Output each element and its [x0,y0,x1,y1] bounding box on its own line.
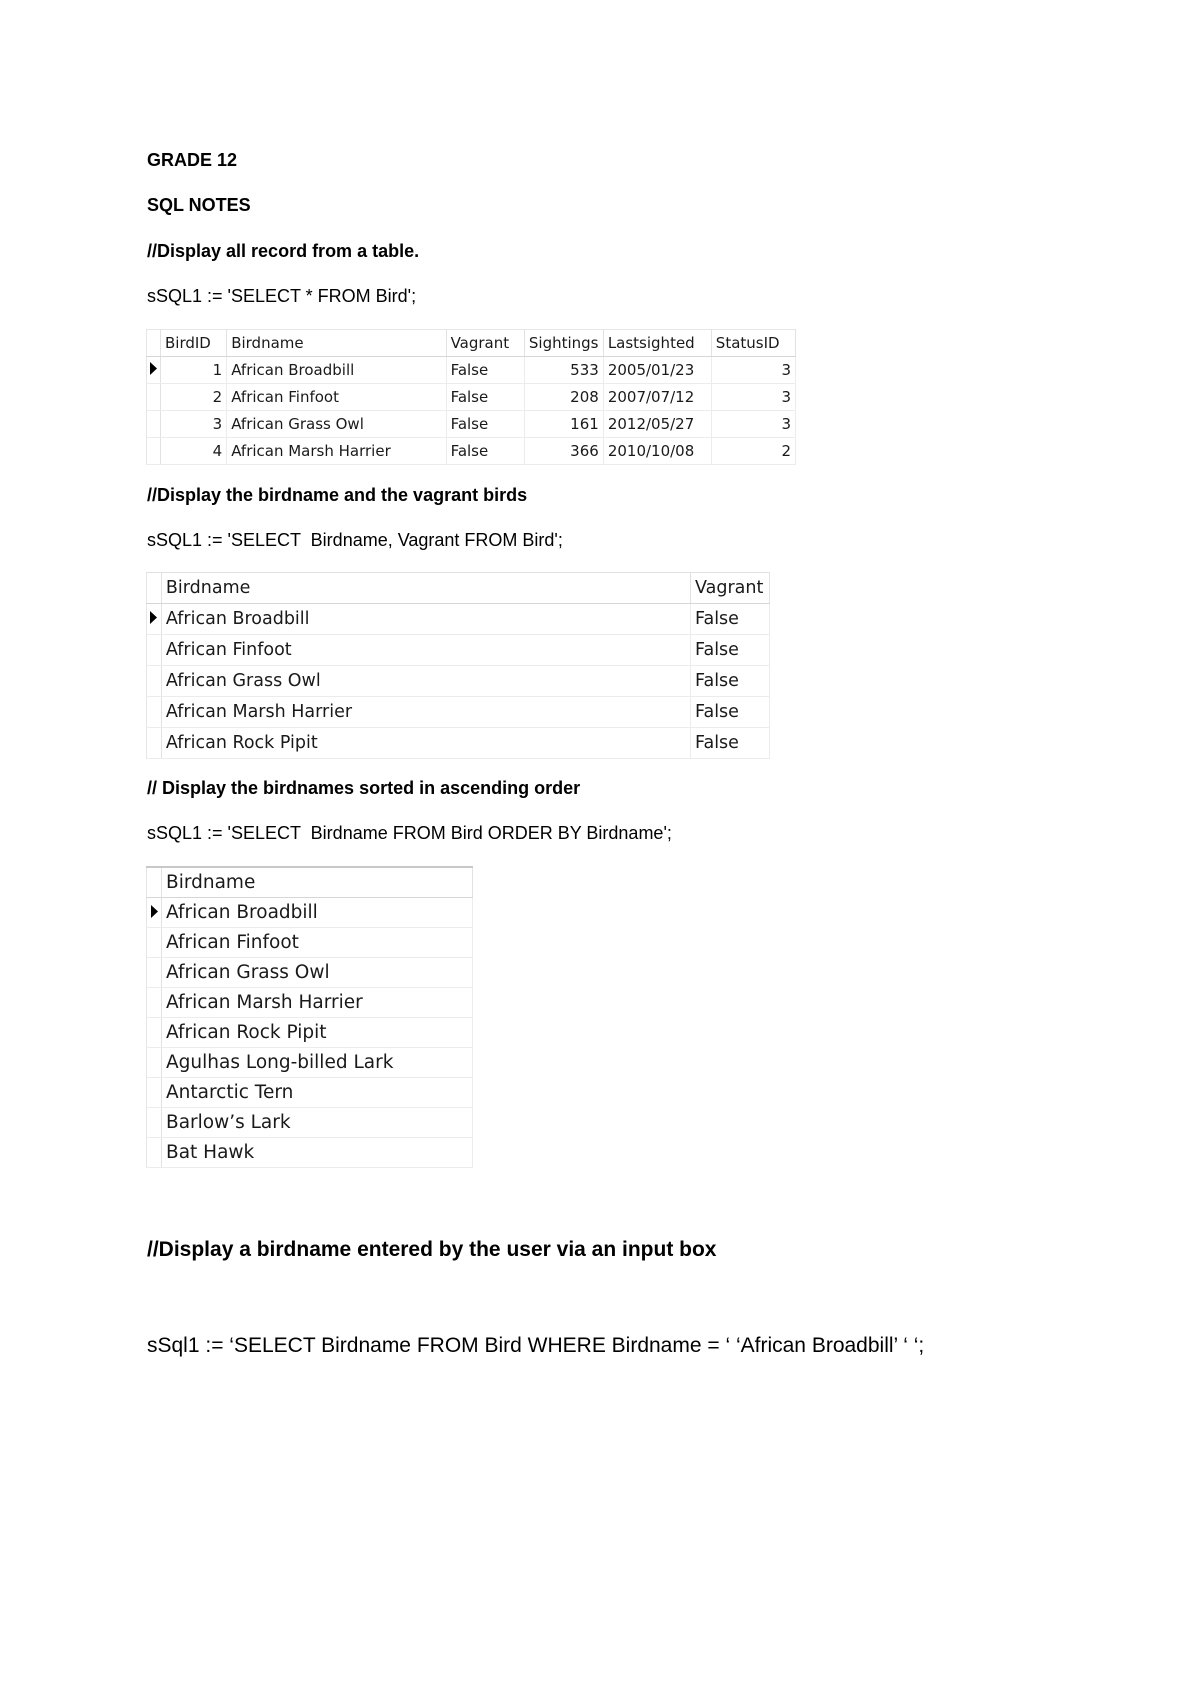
cell-birdname: African Grass Owl [161,666,690,697]
cell-birdname: African Finfoot [162,928,473,958]
table-row[interactable] [147,1078,473,1108]
cell-vagrant: False [691,697,770,728]
row-indicator-cell [147,1078,162,1108]
cell-birdname: Antarctic Tern [162,1078,473,1108]
cell-lastsighted: 2007/07/12 [603,384,711,411]
cell-birdname: African Marsh Harrier [162,988,473,1018]
section4-comment: //Display a birdname entered by the user via an input box [147,1238,717,1261]
row-pointer-icon [147,898,162,928]
cell-birdname: African Grass Owl [227,411,446,438]
cell-birdname: Barlow’s Lark [162,1108,473,1138]
section2-comment: //Display the birdname and the vagrant birds [147,485,528,505]
section1-comment: //Display all record from a table. [147,241,420,261]
cell-birdname: African Broadbill [161,604,690,635]
section1-code: sSQL1 := 'SELECT * FROM Bird'; [147,286,417,306]
cell-birdname: African Grass Owl [162,958,473,988]
row-indicator-cell [147,728,162,759]
cell-birdid: 1 [161,357,227,384]
cell-sightings: 161 [524,411,603,438]
table-row[interactable] [147,898,473,928]
row-indicator-cell [147,666,162,697]
cell-vagrant: False [691,635,770,666]
section2-code: sSQL1 := 'SELECT Birdname, Vagrant FROM Bird'; [147,530,563,550]
table-row[interactable] [147,1018,473,1048]
cell-birdid: 3 [161,411,227,438]
grade-heading: GRADE 12 [147,150,238,170]
column-header-birdid[interactable]: BirdID [161,330,227,357]
section4-code: sSql1 := ‘SELECT Birdname FROM Bird WHERE Birdname = ‘ ‘African Broadbill’ ‘ ‘; [147,1334,925,1357]
header-row [147,573,770,604]
table-row[interactable] [147,1048,473,1078]
cell-vagrant: False [446,411,524,438]
table-row[interactable] [147,988,473,1018]
row-indicator-cell [147,988,162,1018]
notes-title: SQL NOTES [147,195,251,215]
bird-table-vagrant [146,572,770,759]
header-row [147,867,473,898]
cell-birdname: African Marsh Harrier [161,697,690,728]
table-row[interactable] [147,1138,473,1168]
header-row [147,330,796,357]
cell-statusid: 3 [711,357,795,384]
table-row[interactable] [147,411,796,438]
row-pointer-icon [147,357,161,384]
cell-birdname: Bat Hawk [162,1138,473,1168]
row-pointer-icon [147,604,162,635]
cell-statusid: 2 [711,438,795,465]
indicator-header-cell [147,867,162,898]
column-header-statusid[interactable]: StatusID [711,330,795,357]
cell-birdname: African Finfoot [227,384,446,411]
cell-vagrant: False [691,728,770,759]
cell-birdname: African Broadbill [227,357,446,384]
row-indicator-cell [147,438,161,465]
bird-table-all [146,329,796,465]
table-row[interactable] [147,958,473,988]
cell-vagrant: False [691,604,770,635]
cell-birdid: 2 [161,384,227,411]
cell-lastsighted: 2010/10/08 [603,438,711,465]
table-row[interactable] [147,928,473,958]
row-indicator-cell [147,697,162,728]
table-row[interactable] [147,697,770,728]
cell-vagrant: False [446,357,524,384]
column-header-vagrant[interactable]: Vagrant [691,573,770,604]
row-indicator-cell [147,1138,162,1168]
row-indicator-cell [147,1108,162,1138]
row-indicator-cell [147,1018,162,1048]
table-row[interactable] [147,666,770,697]
row-indicator-cell [147,928,162,958]
cell-birdid: 4 [161,438,227,465]
table-row[interactable] [147,604,770,635]
column-header-birdname[interactable]: Birdname [227,330,446,357]
column-header-birdname[interactable]: Birdname [162,867,473,898]
row-indicator-cell [147,958,162,988]
cell-birdname: African Broadbill [162,898,473,928]
table-row[interactable] [147,357,796,384]
row-indicator-cell [147,1048,162,1078]
cell-vagrant: False [446,438,524,465]
cell-birdname: African Rock Pipit [161,728,690,759]
table-row[interactable] [147,728,770,759]
table-row[interactable] [147,384,796,411]
column-header-lastsighted[interactable]: Lastsighted [603,330,711,357]
table-row[interactable] [147,438,796,465]
indicator-header-cell [147,330,161,357]
cell-birdname: African Finfoot [161,635,690,666]
row-indicator-cell [147,411,161,438]
cell-vagrant: False [446,384,524,411]
table-row[interactable] [147,635,770,666]
section3-code: sSQL1 := 'SELECT Birdname FROM Bird ORDER BY Birdname'; [147,823,672,843]
cell-sightings: 208 [524,384,603,411]
row-indicator-cell [147,384,161,411]
cell-birdname: Agulhas Long-billed Lark [162,1048,473,1078]
cell-statusid: 3 [711,411,795,438]
cell-lastsighted: 2005/01/23 [603,357,711,384]
indicator-header-cell [147,573,162,604]
section3-comment: // Display the birdnames sorted in ascending order [147,778,581,798]
cell-vagrant: False [691,666,770,697]
row-indicator-cell [147,635,162,666]
cell-lastsighted: 2012/05/27 [603,411,711,438]
cell-sightings: 366 [524,438,603,465]
column-header-birdname[interactable]: Birdname [161,573,690,604]
cell-birdname: African Marsh Harrier [227,438,446,465]
cell-sightings: 533 [524,357,603,384]
column-header-sightings[interactable]: Sightings [524,330,603,357]
column-header-vagrant[interactable]: Vagrant [446,330,524,357]
table-row[interactable] [147,1108,473,1138]
bird-table-sorted [146,866,473,1168]
cell-statusid: 3 [711,384,795,411]
cell-birdname: African Rock Pipit [162,1018,473,1048]
